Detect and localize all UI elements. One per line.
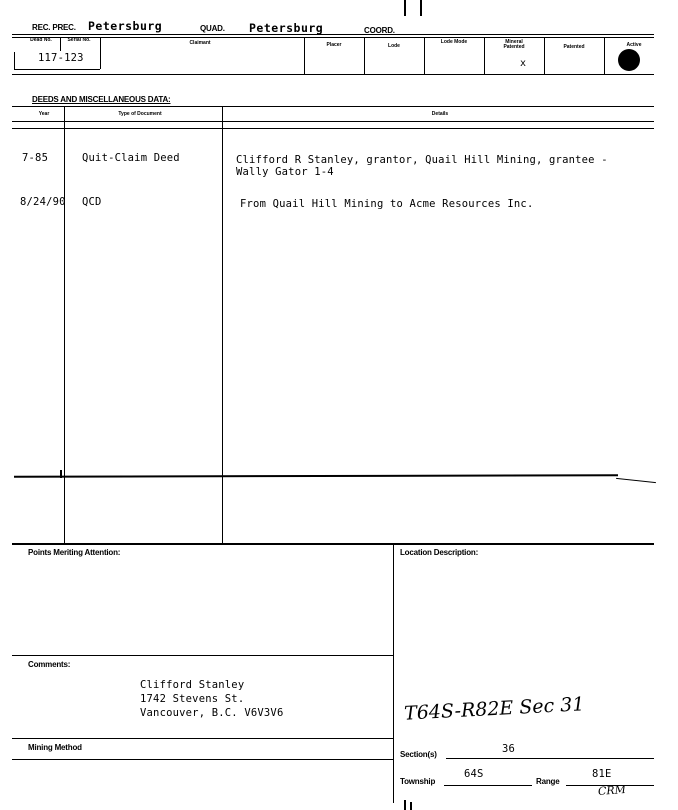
claim-col-divider — [60, 37, 61, 51]
claim-table-top — [12, 37, 654, 38]
comments-bottom-rule — [12, 738, 393, 739]
header-rule — [12, 34, 654, 35]
deeds-col-year: Year — [38, 111, 50, 117]
comments-line-1: Clifford Stanley — [140, 679, 245, 691]
mineral-patented-mark: x — [520, 58, 527, 69]
rec-prec-label: REC. PREC. — [32, 23, 76, 32]
deeds-col-type: Type of Document — [118, 111, 162, 117]
handwritten-location: T64S-R82E Sec 31 — [403, 693, 585, 725]
claim-col-divider — [100, 37, 101, 69]
col-header-mineral-patented: Mineral Patented — [503, 39, 525, 50]
section-rule — [446, 758, 654, 759]
deeds-header-rule — [12, 121, 654, 122]
col-header-active: Active — [626, 42, 642, 48]
serial-box-edge — [14, 52, 15, 69]
col-header-placer: Placer — [326, 42, 342, 48]
section-value: 36 — [502, 743, 516, 755]
coord-label: COORD. — [364, 26, 395, 35]
claim-table-bottom — [12, 74, 654, 75]
location-label: Location Description: — [400, 548, 479, 557]
binding-mark — [410, 802, 412, 810]
hole-punch-mark — [618, 49, 640, 71]
section-label: Section(s) — [400, 750, 437, 759]
claim-col-divider — [544, 37, 545, 74]
reviewer-initials: CRM — [597, 783, 627, 798]
quad-value: Petersburg — [249, 21, 324, 35]
mining-method-rule — [12, 759, 393, 760]
col-header-serial-no: Serial No. — [67, 37, 91, 43]
lower-section-top — [12, 543, 654, 545]
deed-row-2-type: QCD — [82, 196, 102, 208]
comments-line-2: 1742 Stevens St. — [140, 693, 245, 705]
deed-row-2-year: 8/24/90 — [20, 196, 66, 208]
points-bottom-rule — [12, 655, 393, 656]
deeds-col-divider-2 — [222, 106, 223, 543]
deeds-section-title: DEEDS AND MISCELLANEOUS DATA: — [32, 95, 171, 104]
lower-section-divider — [393, 543, 394, 803]
claim-col-divider — [424, 37, 425, 74]
comments-label: Comments: — [28, 660, 71, 669]
township-label: Township — [400, 777, 436, 786]
col-header-dead-no: Dead No. — [30, 37, 52, 43]
deed-row-1-type: Quit-Claim Deed — [82, 152, 180, 164]
col-header-lode-mode: Lode Mode — [440, 39, 468, 45]
fold-line-left — [60, 470, 70, 478]
binding-mark — [404, 800, 406, 810]
binding-mark — [404, 0, 406, 16]
points-label: Points Meriting Attention: — [28, 548, 121, 557]
mining-method-label: Mining Method — [28, 743, 82, 752]
col-header-claimant: Claimant — [189, 40, 211, 46]
col-header-patented: Patented — [563, 44, 585, 50]
rec-prec-value: Petersburg — [88, 19, 163, 33]
quad-label: QUAD. — [200, 24, 225, 33]
deed-row-1-details-line1: Clifford R Stanley, grantor, Quail Hill Mining, grantee - — [236, 154, 608, 166]
binding-mark — [420, 0, 422, 16]
serial-number-value: 117-123 — [38, 52, 84, 64]
township-value: 64S — [464, 768, 484, 780]
deed-row-2-details-line1: From Quail Hill Mining to Acme Resources Inc. — [240, 198, 534, 210]
claim-col-divider — [364, 37, 365, 74]
claim-col-divider — [484, 37, 485, 74]
comments-line-3: Vancouver, B.C. V6V3V6 — [140, 707, 284, 719]
deeds-col-details: Details — [431, 111, 449, 117]
claim-col-divider — [304, 37, 305, 74]
fold-line — [14, 474, 618, 478]
deeds-table-top — [12, 106, 654, 107]
fold-line-tail — [616, 478, 656, 483]
serial-box-bottom — [14, 69, 100, 70]
deed-row-1-details-line2: Wally Gator 1-4 — [236, 166, 334, 178]
claim-col-divider — [604, 37, 605, 74]
deed-row-1-year: 7-85 — [22, 152, 49, 164]
col-header-lode: Lode — [388, 43, 400, 49]
range-value: 81E — [592, 768, 612, 780]
range-label: Range — [536, 777, 560, 786]
deeds-header-rule-2 — [12, 128, 654, 129]
township-rule — [444, 785, 532, 786]
